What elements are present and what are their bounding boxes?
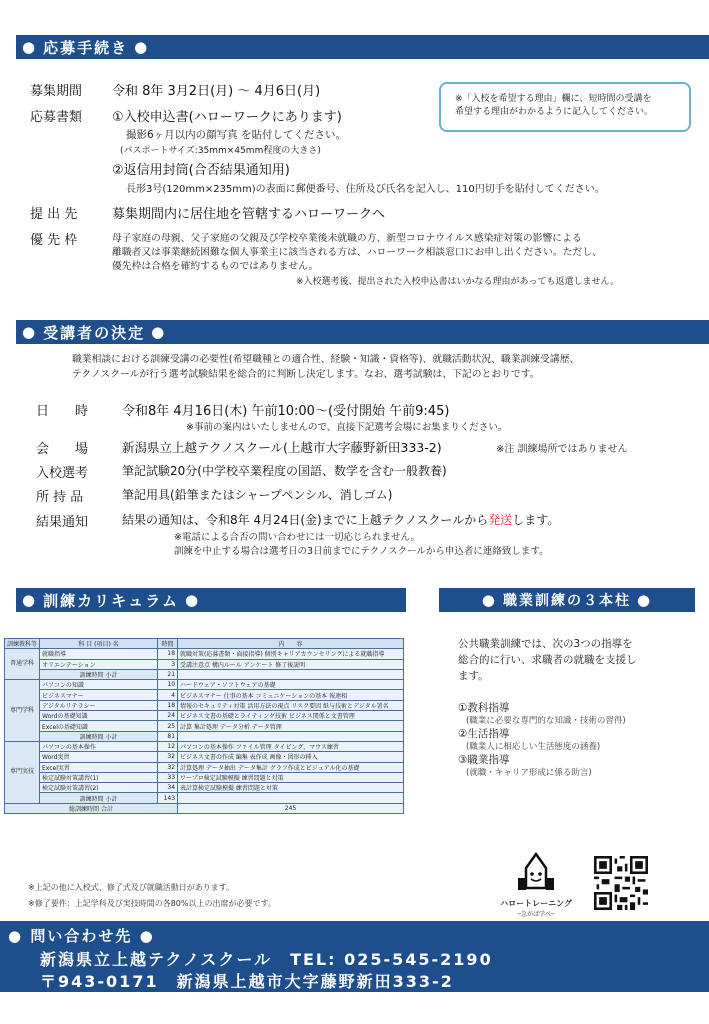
subtotal-value: 81 <box>158 731 178 741</box>
items-label: 所 持 品 <box>36 490 84 505</box>
bullet-icon: ● <box>134 38 150 56</box>
curriculum-note2: ※修了要件：上記学科及び実技時間の各80%以上の出席が必要です。 <box>28 899 276 908</box>
table-row <box>5 721 404 731</box>
hours-cell: 33 <box>158 772 178 782</box>
table-header-row <box>5 639 404 649</box>
result-value-red: 発送 <box>488 513 513 527</box>
subtotal-value: 143 <box>158 793 178 803</box>
reason-note-line2: 希望する理由がわかるように記入してください。 <box>455 107 654 118</box>
pillar-1-sub: (職業に必要な専門的な知識・技術の習得) <box>466 716 626 726</box>
section-header-apply <box>16 35 709 59</box>
hours-cell: 12 <box>158 741 178 751</box>
bullet-icon: ● <box>22 323 38 341</box>
result-note2: 訓練を中止する場合は選考日の3日前までにテクノスクールから申込者に連絡致します。 <box>174 546 549 557</box>
subject-cell: Excelの基礎知識 <box>40 721 158 731</box>
total-row <box>5 803 404 813</box>
subtotal-label: 訓練時間 小計 <box>40 793 158 803</box>
bullet-icon: ● <box>481 591 497 609</box>
pillars-intro3: ます。 <box>458 670 489 682</box>
col-hours: 時間 <box>158 639 178 649</box>
hours-cell: 24 <box>158 711 178 721</box>
items-value: 筆記用具(鉛筆またはシャープペンシル、消しゴム) <box>122 488 393 502</box>
subject-cell: パソコンの基本操作 <box>40 741 158 751</box>
date-note: ※事前の案内はいたしませんので、直接下記選考会場にお集まりください。 <box>186 422 508 433</box>
period-value: 令和 8年 3月2日(月) ～ 4月6日(月) <box>112 84 321 99</box>
pillar-1: ①教科指導 <box>458 702 510 714</box>
subject-cell: 検定試験対策講習(2) <box>40 783 158 793</box>
content-cell: ビジネス文書の基礎とライティング技術 ビジネス関係と文書管理 <box>178 711 404 721</box>
bullet-icon: ● <box>151 323 167 341</box>
hours-cell: 34 <box>158 783 178 793</box>
content-cell: ビジネスマナー 仕事の基本 コミュニケーションの基本 報連相 <box>178 690 404 700</box>
category-cell: 専門学科 <box>5 680 40 742</box>
curriculum-table <box>4 638 404 814</box>
subtotal-row <box>5 669 404 679</box>
table-row <box>5 649 404 659</box>
table-row <box>5 711 404 721</box>
table-row <box>5 783 404 793</box>
curriculum-note1: ※上記の他に入校式、修了式及び就職活動日があります。 <box>28 883 235 892</box>
subject-cell: ビジネスマナー <box>40 690 158 700</box>
venue-note: ※注 訓練場所ではありません <box>496 444 628 455</box>
qr-code-icon[interactable] <box>594 856 648 910</box>
col-content: 内 容 <box>178 639 404 649</box>
category-cell: 普通学科 <box>5 649 40 680</box>
content-cell: ビジネス文書の作成 編集 表作成 画像・図形の挿入 <box>178 752 404 762</box>
priority-note: ※入校選考後、提出された入校申込書はいかなる理由があっても返還しません。 <box>296 277 619 287</box>
hours-cell: 10 <box>158 680 178 690</box>
hello-training-logo <box>496 852 576 916</box>
contact-line2: 〒943-0171 新潟県上越市大字藤野新田333-2 <box>40 972 454 991</box>
contact-line1: 新潟県立上越テクノスクール TEL: 025-545-2190 <box>40 950 493 969</box>
contact-header-text: 問い合わせ先 <box>30 927 133 945</box>
bullet-icon: ● <box>637 591 653 609</box>
exam-label: 入校選考 <box>36 466 89 481</box>
venue-label: 会 場 <box>36 442 89 457</box>
doc2: ②返信用封筒(合否結果通知用) <box>112 163 290 178</box>
doc1-note2: (パスポートサイズ:35mm×45mm程度の大きさ) <box>120 146 321 156</box>
section-header-decision <box>16 320 709 344</box>
subject-cell: パソコンの知識 <box>40 680 158 690</box>
doc1: ①入校申込書(ハローワークにあります) <box>112 110 342 125</box>
pillars-intro2: 総合的に行い、求職者の就職を支援し <box>458 654 637 666</box>
subtotal-label: 訓練時間 小計 <box>40 669 158 679</box>
table-row <box>5 690 404 700</box>
bullet-icon: ● <box>139 927 155 945</box>
priority-line1: 母子家庭の母親、父子家庭の父親及び学校卒業後未就職の方、新型コロナウイルス感染症対策の影響による <box>112 233 582 244</box>
table-row <box>5 772 404 782</box>
contact-footer <box>0 921 709 992</box>
subtotal-value: 21 <box>158 669 178 679</box>
total-label: 総訓練時間 合計 <box>5 803 178 813</box>
section-header-curriculum <box>16 588 406 612</box>
venue-value: 新潟県立上越テクノスクール(上越市大字藤野新田333-2) <box>122 440 442 455</box>
subject-cell: 検定試験対策講習(1) <box>40 772 158 782</box>
subject-cell: Word実習 <box>40 752 158 762</box>
pillars-intro1: 公共職業訓練では、次の3つの指導を <box>458 638 633 650</box>
subject-cell: オリエンテーション <box>40 659 158 669</box>
bullet-icon: ● <box>22 38 38 56</box>
priority-line3: 優先枠は合格を確約するものではありません。 <box>112 261 319 272</box>
category-cell: 専門実技 <box>5 741 40 803</box>
bullet-icon: ● <box>22 591 38 609</box>
decision-intro1: 職業相談における訓練受講の必要性(希望職種との適合性、経験・知識・資格等)、就職活動状況、職業訓練受講歴、 <box>72 354 580 365</box>
exam-value: 筆記試験20分(中学校卒業程度の国語、数学を含む一般教養) <box>122 464 447 478</box>
logo-subtext: ─急がば学べ─ <box>517 911 555 918</box>
result-label: 結果通知 <box>36 515 89 530</box>
content-cell: ワープロ検定試験模擬 練習問題と対策 <box>178 772 404 782</box>
pillar-3-sub: (就職・キャリア形成に係る助言) <box>466 768 592 778</box>
content-cell: 就職対策(応募書類・面接指導) 個別キャリアカウンセリングによる就職指導 <box>178 649 404 659</box>
empty-cell <box>178 669 404 679</box>
rocket-mascot-icon <box>496 852 576 894</box>
content-cell: 計算 集計処理 データ分析 データ管理 <box>178 721 404 731</box>
table-row <box>5 752 404 762</box>
content-cell: 表計算検定試験模擬 練習問題と対策 <box>178 783 404 793</box>
pillar-3: ③職業指導 <box>458 754 510 766</box>
priority-line2: 離職者又は事業継続困難な個人事業主に該当される方は、ハローワーク相談窓口にお申し出ください。ただし、 <box>112 247 602 258</box>
subject-cell: デジタルリテラシー <box>40 700 158 710</box>
bullet-icon: ● <box>8 927 24 945</box>
empty-cell <box>178 793 404 803</box>
subject-cell: 就職指導 <box>40 649 158 659</box>
logo-text: ハロートレーニング <box>500 899 572 908</box>
priority-label: 優 先 枠 <box>30 233 78 248</box>
table-row <box>5 680 404 690</box>
doc1-note1: 撮影6ヶ月以内の顔写真 を貼付してください。 <box>126 129 347 141</box>
subject-cell: Excel実習 <box>40 762 158 772</box>
total-value: 245 <box>178 803 404 813</box>
hours-cell: 4 <box>158 690 178 700</box>
submit-label: 提 出 先 <box>30 207 78 222</box>
date-label: 日 時 <box>36 404 89 419</box>
result-value-part1: 結果の通知は、令和8年 4月24日(金)までに上越テクノスクールから <box>122 513 489 527</box>
section-header-pillars <box>439 588 695 612</box>
hours-cell: 25 <box>158 721 178 731</box>
decision-intro2: テクノスクールが行う選考試験結果を総合的に判断し決定します。なお、選考試験は、下記のとおりです。 <box>72 369 540 380</box>
content-cell: 情報のセキュリティ対策 活用方法の視点 リスク要因 紙与技術とデジタル署名 <box>178 700 404 710</box>
reason-note-line1: ※「入校を希望する理由」欄に、短時間の受講を <box>455 94 652 104</box>
subject-cell: Wordの基礎知識 <box>40 711 158 721</box>
docs-label: 応募書類 <box>30 110 83 125</box>
doc2-note: 長形3号(120mm×235mm)の表面に郵便番号、住所及び氏名を記入し、110円切手を貼付してください。 <box>126 184 605 195</box>
reason-note-box <box>439 82 691 132</box>
hours-cell: 18 <box>158 649 178 659</box>
table-row <box>5 659 404 669</box>
hours-cell: 32 <box>158 752 178 762</box>
content-cell: 受講注意点 構内ルール アンケート 修了後説明 <box>178 659 404 669</box>
apply-header-text: 応募手続き <box>43 38 129 57</box>
subtotal-label: 訓練時間 小計 <box>40 731 158 741</box>
submit-value: 募集期間内に居住地を管轄するハローワークへ <box>112 207 386 222</box>
date-value: 令和8年 4月16日(木) 午前10:00～(受付開始 午前9:45) <box>122 404 450 419</box>
result-note1: ※電話による合否の問い合わせには一切応じられません。 <box>174 532 421 543</box>
hours-cell: 32 <box>158 762 178 772</box>
content-cell: パソコンの基本操作 ファイル管理 タイピング、マウス練習 <box>178 741 404 751</box>
col-subject: 科 目 (項目) 名 <box>40 639 158 649</box>
content-cell: 計算処理 データ抽出 データ集計 グラフ作成とビジュアル化の基礎 <box>178 762 404 772</box>
curriculum-header-text: 訓練カリキュラム <box>43 591 179 610</box>
content-cell: ハードウェア・ソフトウェアの基礎 <box>178 680 404 690</box>
table-row <box>5 741 404 751</box>
table-row <box>5 762 404 772</box>
contact-header <box>8 925 155 946</box>
col-category: 訓練教科等 <box>5 639 40 649</box>
pillar-2-sub: (職業人に相応しい生活態度の涵養) <box>466 742 601 752</box>
pillars-header-text: 職業訓練の３本柱 <box>503 593 631 609</box>
subtotal-row <box>5 731 404 741</box>
subtotal-row <box>5 793 404 803</box>
empty-cell <box>178 731 404 741</box>
period-label: 募集期間 <box>30 84 83 99</box>
hours-cell: 3 <box>158 659 178 669</box>
bullet-icon: ● <box>184 591 201 609</box>
hours-cell: 18 <box>158 700 178 710</box>
result-value <box>122 511 559 528</box>
result-value-part2: します。 <box>512 513 560 527</box>
table-row <box>5 700 404 710</box>
pillar-2: ②生活指導 <box>458 728 510 740</box>
decision-header-text: 受講者の決定 <box>43 323 146 342</box>
